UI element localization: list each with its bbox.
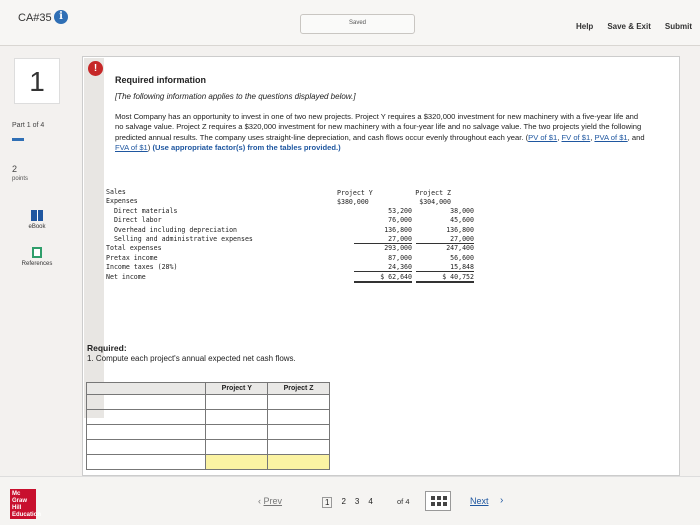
answer-row: [87, 425, 330, 440]
link-separator: ,: [590, 132, 595, 142]
financials-row: [106, 207, 474, 216]
financials-row: [106, 226, 474, 235]
row-label: Income taxes (28%): [106, 263, 178, 272]
references-label: References: [21, 261, 53, 267]
top-bar: [0, 0, 700, 46]
financials-table: [106, 188, 474, 282]
row-label: Sales: [106, 188, 126, 196]
row-label: Overhead including depreciation: [106, 225, 238, 234]
assignment-title: CA#35: [18, 12, 52, 24]
row-label: Net income: [106, 272, 146, 281]
answer-label-cell[interactable]: [87, 440, 206, 455]
answer-row: [87, 410, 330, 425]
row-label: Total expenses: [106, 244, 162, 253]
value-z: 56,600: [450, 253, 474, 262]
answer-header-y: Project Y: [206, 383, 268, 395]
required-question: 1. Compute each project's annual expected net cash flows.: [87, 354, 296, 363]
row-label: Selling and administrative expenses: [106, 234, 253, 243]
pva-link[interactable]: PVA of $1: [594, 132, 628, 142]
answer-header-blank: [87, 383, 206, 395]
next-button[interactable]: Next: [470, 496, 489, 506]
financials-row: [106, 263, 474, 272]
references-tool[interactable]: [10, 246, 64, 267]
required-info-note: [The following information applies to the questions displayed below.]: [115, 92, 356, 101]
value-z: 136,800: [446, 225, 474, 234]
answer-input-z[interactable]: [268, 440, 330, 455]
value-z: 247,400: [446, 244, 474, 253]
answer-label-cell[interactable]: [87, 395, 206, 410]
link-close: ): [147, 142, 151, 152]
value-z: 45,600: [450, 216, 474, 225]
alert-icon: !: [88, 61, 103, 76]
answer-table: [86, 382, 330, 470]
answer-input-z[interactable]: [268, 410, 330, 425]
answer-input-y[interactable]: [206, 410, 268, 425]
page-count: of 4: [397, 497, 410, 506]
points-label: points: [12, 176, 29, 182]
answer-header-z: Project Z: [268, 383, 330, 395]
question-body-text: Most Company has an opportunity to invest in one of two new projects. Project Y requires a $320,000 investment for new machinery with a five-year life and no salvage value. Project Z requires a $320,000 investment for new machinery with a four-year life and no salvage value. The two projects yield the following predicted annual results. The company uses straight-line depreciation, and cash flows occur evenly throughout each year. (: [115, 112, 642, 142]
financials-row: [106, 273, 474, 282]
value-y: 136,800: [384, 225, 412, 234]
points-value: 2: [12, 164, 18, 174]
brand-logo: Mc Graw Hill Education: [12, 491, 42, 518]
row-label: Expenses: [106, 197, 138, 206]
grid-icon: [426, 492, 452, 512]
answer-input-y[interactable]: [206, 455, 268, 470]
value-y: 27,000: [354, 235, 412, 244]
answer-input-z[interactable]: [268, 455, 330, 470]
link-and: , and: [627, 132, 645, 142]
page-4[interactable]: 4: [368, 497, 373, 506]
prev-label: Prev: [263, 496, 283, 506]
answer-row: [87, 455, 330, 470]
value-y: 87,000: [388, 253, 412, 262]
value-y: 53,200: [388, 206, 412, 215]
sales-y: $380,000: [337, 198, 369, 206]
answer-row: [87, 440, 330, 455]
answer-input-y[interactable]: [206, 440, 268, 455]
answer-label-cell[interactable]: [87, 410, 206, 425]
ebook-label: eBook: [28, 224, 46, 230]
info-icon[interactable]: i: [54, 10, 68, 24]
sales-z: $304,000: [419, 198, 451, 206]
link-separator: ,: [557, 132, 562, 142]
required-info-bar: [84, 58, 104, 418]
answer-label-cell[interactable]: [87, 425, 206, 440]
answer-input-z[interactable]: [268, 395, 330, 410]
help-link[interactable]: Help: [575, 22, 594, 31]
ebook-icon: [30, 209, 44, 222]
row-label: Direct labor: [106, 216, 162, 225]
financials-row: [106, 216, 474, 225]
page-1[interactable]: 1: [322, 497, 332, 508]
row-label: Pretax income: [106, 253, 158, 262]
answer-input-z[interactable]: [268, 425, 330, 440]
value-z: $ 40,752: [416, 273, 474, 283]
answer-row: [87, 395, 330, 410]
save-status: Saved: [300, 14, 415, 34]
col-header-y: Project Y: [337, 189, 373, 197]
financials-row: [106, 188, 474, 197]
financials-row: [106, 235, 474, 244]
bottom-bar: [0, 476, 700, 525]
question-body: [115, 112, 645, 153]
factor-note: (Use appropriate factor(s) from the tables provided.): [150, 142, 341, 152]
page-list: [322, 497, 373, 508]
ebook-tool[interactable]: [10, 209, 64, 230]
references-icon: [30, 246, 44, 259]
financials-row: [106, 254, 474, 263]
value-y: 24,360: [354, 263, 412, 272]
page-3[interactable]: 3: [354, 497, 360, 506]
top-links: [576, 22, 692, 31]
pv-link[interactable]: PV of $1: [528, 132, 558, 142]
question-rail: [0, 46, 70, 476]
fva-link[interactable]: FVA of $1: [115, 142, 148, 152]
part-label: Part 1 of 4: [12, 122, 45, 129]
financials-row: [106, 244, 474, 253]
fv-link[interactable]: FV of $1: [561, 132, 591, 142]
row-label: Direct materials: [106, 206, 178, 215]
required-info-title: Required information: [115, 75, 207, 85]
prev-button[interactable]: ‹ Prev: [258, 496, 283, 506]
answer-input-y[interactable]: [206, 425, 268, 440]
save-exit-link[interactable]: Save & Exit: [607, 22, 651, 31]
question-number: 1: [14, 58, 60, 104]
value-y: 293,000: [384, 244, 412, 253]
submit-link[interactable]: Submit: [664, 22, 692, 31]
value-z: 15,848: [416, 263, 474, 272]
grid-view-button[interactable]: [425, 491, 451, 511]
value-z: 38,000: [450, 206, 474, 215]
answer-label-cell[interactable]: [87, 455, 206, 470]
page-2[interactable]: 2: [341, 497, 346, 506]
next-arrow-icon[interactable]: ›: [500, 495, 504, 506]
required-label: Required:: [87, 343, 127, 353]
value-z: 27,000: [416, 235, 474, 244]
question-card: [82, 56, 680, 476]
col-header-z: Project Z: [415, 189, 451, 197]
value-y: 76,000: [388, 216, 412, 225]
financials-row: [106, 197, 474, 206]
part-progress: [12, 138, 24, 141]
answer-input-y[interactable]: [206, 395, 268, 410]
value-y: $ 62,640: [354, 273, 412, 283]
